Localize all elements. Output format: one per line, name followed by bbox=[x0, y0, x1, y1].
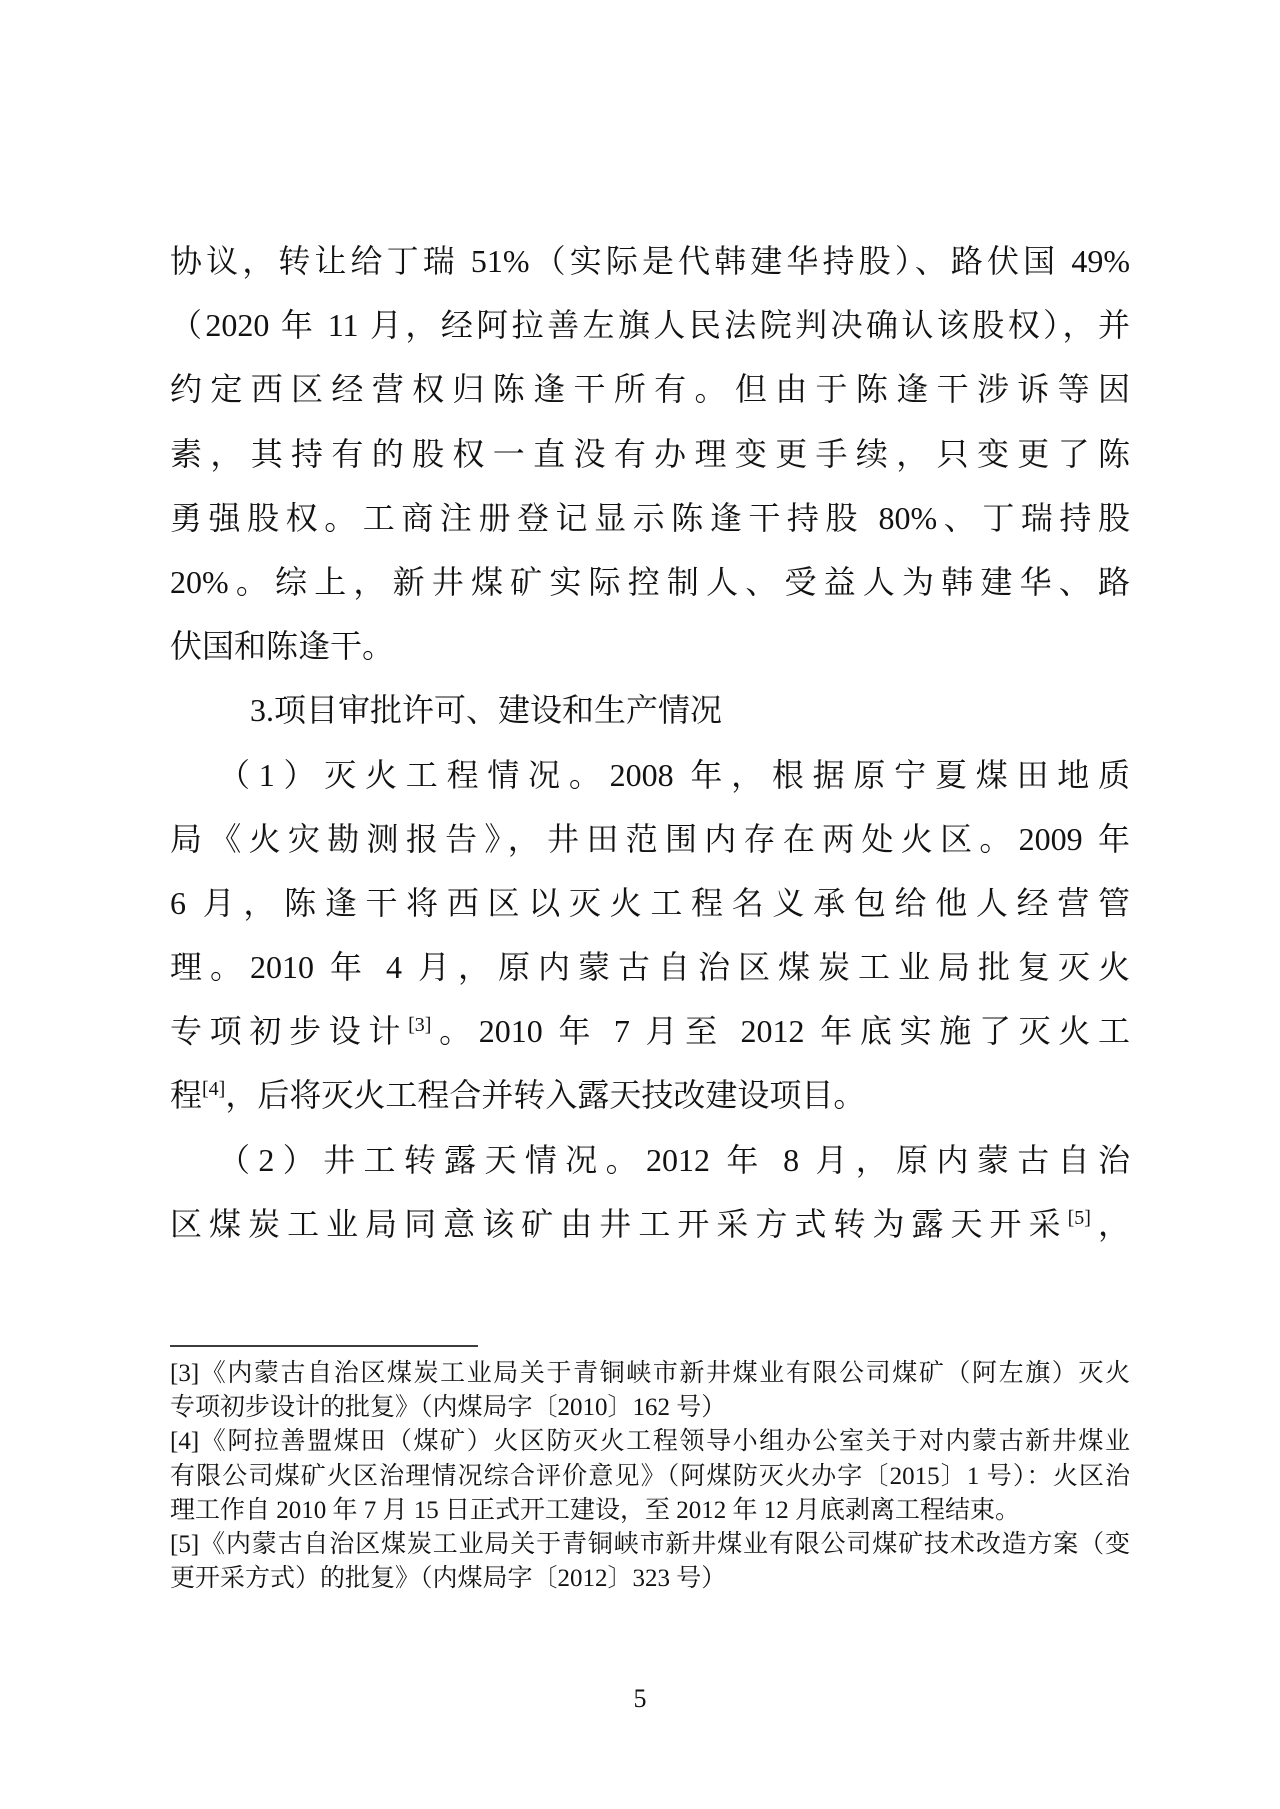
body-line: 6 月，陈逢干将西区以灭火工程名义承包给他人经营管 bbox=[170, 884, 1130, 921]
footnote-line: [5]《内蒙古自治区煤炭工业局关于青铜峡市新井煤业有限公司煤矿技术改造方案（变 bbox=[170, 1530, 1130, 1558]
body-line: 伏国和陈逢干。 bbox=[170, 628, 395, 665]
body-line: 理。2010 年 4 月，原内蒙古自治区煤炭工业局批复灭火 bbox=[170, 949, 1130, 986]
footnote-line: [4]《阿拉善盟煤田（煤矿）火区防灭火工程领导小组办公室关于对内蒙古新井煤业 bbox=[170, 1428, 1130, 1456]
body-line: 勇强股权。工商注册登记显示陈逢干持股 80%、丁瑞持股 bbox=[170, 499, 1130, 536]
footnote-ref-superscript: [5] bbox=[1067, 1206, 1091, 1229]
footnote-separator bbox=[170, 1345, 478, 1347]
body-line: 20%。综上，新井煤矿实际控制人、受益人为韩建华、路 bbox=[170, 563, 1130, 600]
body-line: 局《火灾勘测报告》，井田范围内存在两处火区。2009 年 bbox=[170, 820, 1130, 857]
body-line: 程[4]，后将灭火工程合并转入露天技改建设项目。 bbox=[170, 1077, 866, 1114]
body-line: （2）井工转露天情况。2012 年 8 月，原内蒙古自治 bbox=[218, 1141, 1130, 1178]
body-line: （2020 年 11 月，经阿拉善左旗人民法院判决确认该股权），并 bbox=[170, 307, 1130, 344]
footnote-line: 有限公司煤矿火区治理情况综合评价意见》（阿煤防灭火办字〔2015〕1 号）：火区治 bbox=[170, 1462, 1130, 1490]
footnote-line: [3]《内蒙古自治区煤炭工业局关于青铜峡市新井煤业有限公司煤矿（阿左旗）灭火 bbox=[170, 1360, 1130, 1387]
body-line: 协议，转让给丁瑞 51%（实际是代韩建华持股）、路伏国 49% bbox=[170, 243, 1130, 279]
footnote-ref-superscript: [3] bbox=[408, 1014, 432, 1037]
body-text bbox=[170, 229, 1130, 1256]
footnote-line: 更开采方式）的批复》（内煤局字〔2012〕323 号） bbox=[170, 1565, 727, 1593]
body-line: 专项初步设计[3]。2010 年 7 月至 2012 年底实施了灭火工 bbox=[170, 1013, 1130, 1050]
body-line: 3.项目审批许可、建设和生产情况 bbox=[250, 692, 723, 729]
page-number: 5 bbox=[633, 1684, 647, 1713]
body-line: （1）灭火工程情况。2008 年，根据原宁夏煤田地质 bbox=[218, 756, 1130, 793]
body-line: 约定西区经营权归陈逢干所有。但由于陈逢干涉诉等因 bbox=[170, 371, 1130, 408]
footnote-line: 专项初步设计的批复》（内煤局字〔2010〕162 号） bbox=[170, 1394, 727, 1422]
footnote-area bbox=[170, 1357, 1130, 1596]
footnote-line: 理工作自 2010 年 7 月 15 日正式开工建设，至 2012 年 12 月底剥离工程结束。 bbox=[170, 1496, 1021, 1524]
body-line: 区煤炭工业局同意该矿由井工开采方式转为露天开采[5]， bbox=[170, 1205, 1130, 1242]
footnote-ref-superscript: [4] bbox=[202, 1078, 226, 1101]
body-line: 素，其持有的股权一直没有办理变更手续，只变更了陈 bbox=[170, 435, 1130, 472]
